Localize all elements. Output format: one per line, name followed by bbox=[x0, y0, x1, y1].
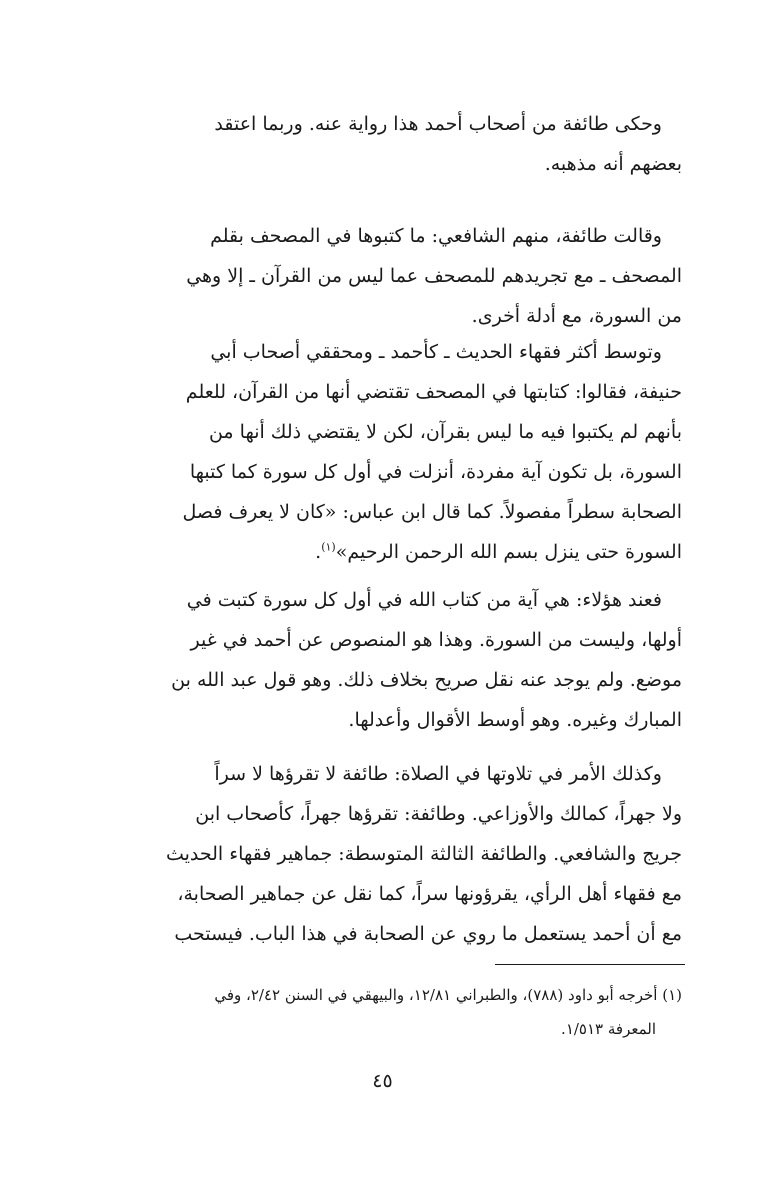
text-line: وقالت طائفة، منهم الشافعي: ما كتبوها في المصحف بقلم bbox=[210, 225, 662, 247]
paragraph-3 bbox=[80, 332, 682, 572]
footnote-divider bbox=[495, 964, 685, 965]
text-line: بأنهم لم يكتبوا فيه ما ليس بقرآن، لكن لا يقتضي ذلك أنها من bbox=[208, 421, 682, 443]
quote-end-text: السورة حتى ينزل بسم الله الرحمن الرحيم» bbox=[335, 541, 682, 563]
text-line: جريج والشافعي. والطائفة الثالثة المتوسطة: جماهير فقهاء الحديث bbox=[165, 843, 682, 865]
paragraph-1 bbox=[80, 104, 682, 184]
paragraph-2 bbox=[80, 216, 682, 336]
paragraph-4 bbox=[80, 580, 682, 740]
text-line: مع فقهاء أهل الرأي، يقرؤونها سراً، كما نقل عن جماهير الصحابة، bbox=[177, 883, 682, 905]
footnote-ref[interactable]: (١) bbox=[321, 540, 336, 554]
page-number: ٤٥ bbox=[372, 1070, 393, 1092]
footnote-line: (١) أخرجه أبو داود (٧٨٨)، والطبراني ١٢/٨١، والبيهقي في السنن ٢/٤٢، وفي bbox=[214, 986, 682, 1004]
footnote-1 bbox=[80, 978, 682, 1046]
paragraph-5 bbox=[80, 754, 682, 954]
text-line: المبارك وغيره. وهو أوسط الأقوال وأعدلها. bbox=[348, 709, 682, 731]
text-line: من السورة، مع أدلة أخرى. bbox=[471, 305, 682, 327]
text-line bbox=[80, 532, 682, 572]
text-line: وكذلك الأمر في تلاوتها في الصلاة: طائفة لا تقرؤها لا سراً bbox=[214, 763, 662, 785]
text-line: وتوسط أكثر فقهاء الحديث ـ كأحمد ـ ومحققي أصحاب أبي bbox=[210, 341, 662, 363]
text-line: ولا جهراً، كمالك والأوزاعي. وطائفة: تقرؤها جهراً، كأصحاب ابن bbox=[195, 803, 682, 825]
text-line: بعضهم أنه مذهبه. bbox=[544, 153, 682, 175]
text-line: مع أن أحمد يستعمل ما روي عن الصحابة في هذا الباب. فيستحب bbox=[174, 923, 682, 945]
text-line: أولها، وليست من السورة. وهذا هو المنصوص عن أحمد في غير bbox=[190, 629, 682, 651]
text-line: وحكى طائفة من أصحاب أحمد هذا رواية عنه. وربما اعتقد bbox=[214, 113, 662, 135]
footnote-line: المعرفة ١/٥١٣. bbox=[561, 1020, 656, 1038]
text-line: الصحابة سطراً مفصولاً. كما قال ابن عباس: «كان لا يعرف فصل bbox=[182, 501, 682, 523]
sentence-end: . bbox=[315, 541, 322, 563]
text-line: فعند هؤلاء: هي آية من كتاب الله في أول كل سورة كتبت في bbox=[186, 589, 662, 611]
text-line: موضع. ولم يوجد عنه نقل صريح بخلاف ذلك. وهو قول عبد الله بن bbox=[171, 669, 682, 691]
text-line: حنيفة، فقالوا: كتابتها في المصحف تقتضي أنها من القرآن، للعلم bbox=[185, 381, 682, 403]
text-line: السورة، بل تكون آية مفردة، أنزلت في أول كل سورة كما كتبها bbox=[189, 461, 682, 483]
text-line: المصحف ـ مع تجريدهم للمصحف عما ليس من القرآن ـ إلا وهي bbox=[186, 265, 682, 287]
